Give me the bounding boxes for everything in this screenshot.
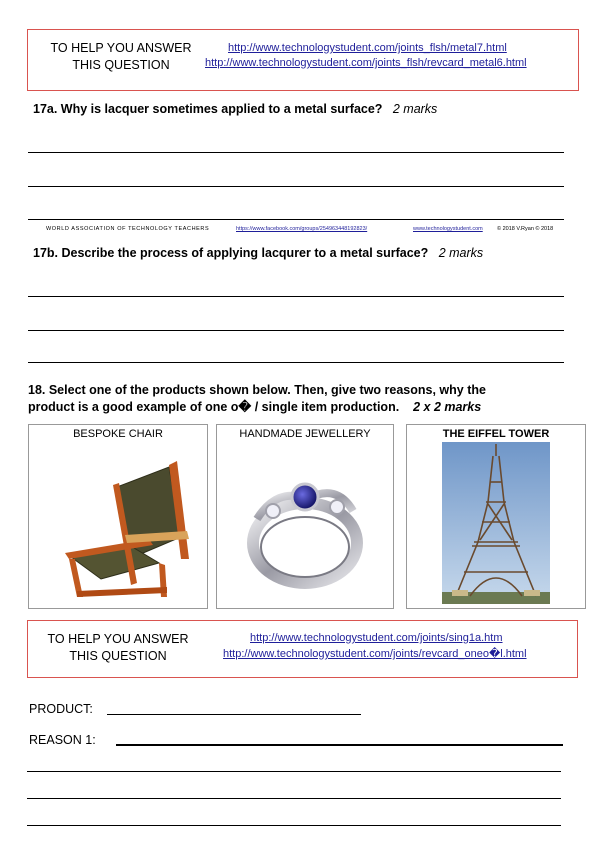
question-17b-text: 17b. Describe the process of applying lacqurer to a metal surface? — [33, 246, 429, 260]
footer-copyright: © 2018 V.Ryan © 2018 — [497, 226, 554, 232]
question-17a-text: 17a. Why is lacquer sometimes applied to a metal surface? — [33, 102, 383, 116]
product-answer-line[interactable] — [107, 714, 361, 715]
product-card-jewellery[interactable] — [216, 424, 394, 609]
product-card-chair[interactable] — [28, 424, 208, 609]
answer-line[interactable] — [28, 362, 564, 363]
chair-icon — [29, 447, 207, 607]
help-text — [32, 631, 204, 665]
question-17b-marks: 2 marks — [438, 246, 484, 260]
site-link[interactable]: www.technologystudent.com — [413, 226, 483, 232]
answer-line[interactable] — [28, 296, 564, 297]
question-17a — [33, 102, 437, 116]
facebook-link[interactable]: https://www.facebook.com/groups/254963448192823/ — [236, 226, 368, 232]
help-line-2: THIS QUESTION — [69, 649, 167, 663]
answer-line[interactable] — [28, 219, 564, 220]
help-box-top — [27, 29, 579, 91]
question-18-line-1: 18. Select one of the products shown below. Then, give two reasons, why the — [28, 383, 486, 397]
product-title: BESPOKE CHAIR — [73, 428, 163, 440]
product-title: HANDMADE JEWELLERY — [239, 428, 371, 440]
answer-line[interactable] — [28, 186, 564, 187]
question-17a-marks: 2 marks — [392, 102, 438, 116]
ring-icon — [217, 447, 393, 607]
answer-line[interactable] — [28, 152, 564, 153]
metal7-link[interactable]: http://www.technologystudent.com/joints_flsh/metal7.html — [228, 42, 507, 54]
answer-line[interactable] — [28, 330, 564, 331]
product-label: PRODUCT: — [29, 702, 93, 716]
eiffel-tower-icon — [442, 442, 550, 604]
product-card-eiffel-tower[interactable] — [406, 424, 586, 609]
question-18 — [28, 382, 486, 416]
help-line-2: THIS QUESTION — [72, 58, 170, 72]
question-18-line-2: product is a good example of one o� / single item production. — [28, 400, 400, 414]
revcard-oneoff-link[interactable]: http://www.technologystudent.com/joints/revcard_oneo�l.html — [223, 648, 527, 660]
footer-org: WORLD ASSOCIATION OF TECHNOLOGY TEACHERS — [46, 226, 210, 232]
answer-line[interactable] — [27, 798, 561, 799]
answer-line[interactable] — [27, 825, 561, 826]
sing1a-link[interactable]: http://www.technologystudent.com/joints/sing1a.htm — [250, 632, 503, 644]
help-line-1: TO HELP YOU ANSWER — [47, 632, 189, 646]
question-18-marks: 2 x 2 marks — [413, 400, 482, 414]
revcard-metal6-link[interactable]: http://www.technologystudent.com/joints_flsh/revcard_metal6.html — [205, 57, 527, 69]
help-text — [36, 40, 206, 74]
help-box-bottom — [27, 620, 578, 678]
answer-line[interactable] — [27, 771, 561, 772]
reason-1-label: REASON 1: — [29, 733, 96, 747]
question-17b — [33, 246, 483, 260]
help-line-1: TO HELP YOU ANSWER — [50, 41, 192, 55]
reason-1-answer-line[interactable] — [116, 744, 563, 746]
product-title: THE EIFFEL TOWER — [442, 428, 550, 440]
